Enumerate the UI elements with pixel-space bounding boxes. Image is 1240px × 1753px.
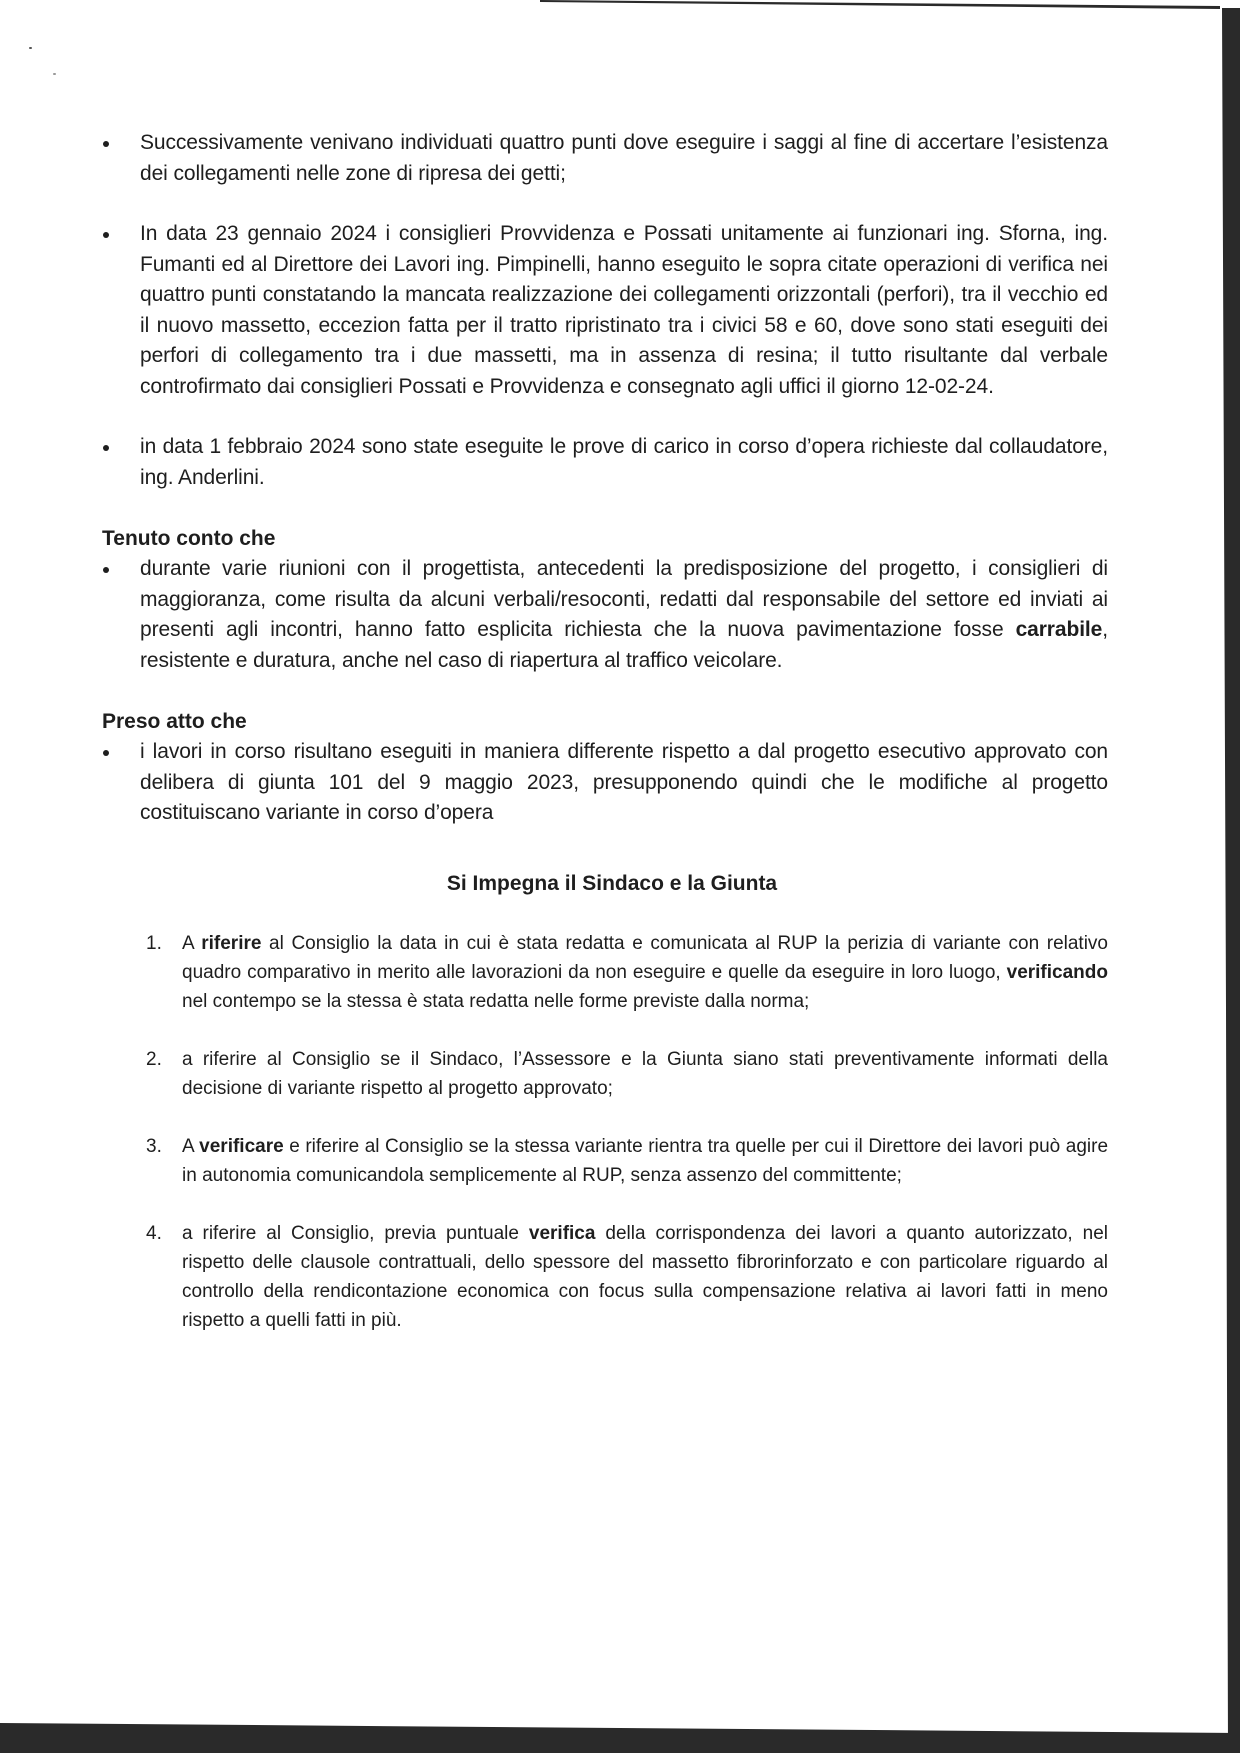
paragraph-text: in data 1 febbraio 2024 sono state eseguite le prove di carico in corso d’opera richieste dal collaudatore, ing. Anderlini. — [140, 435, 1108, 489]
paragraph-text: , resistente e duratura, anche nel caso di riapertura al traffico veicolare. — [140, 618, 1108, 672]
scan-edge-right — [1220, 8, 1240, 1753]
bold-term: carrabile — [1015, 618, 1103, 641]
scan-speck — [53, 73, 56, 75]
document-page — [102, 128, 1108, 1364]
bold-term: verificando — [1006, 961, 1108, 983]
commitment-list — [102, 929, 1108, 1335]
commitment-item — [146, 929, 1108, 1016]
paragraph-text: durante varie riunioni con il progettista, antecedenti la predisposizione del progetto, i consiglieri di maggioranza, come risulta da alcuni verbali/resoconti, redatti dal responsabile del settore ed inviati ai presenti agli incontri, hanno fatto esplicita richiesta che la nuova pavimentazione fosse — [140, 557, 1108, 641]
bold-term: riferire — [201, 932, 262, 954]
bullet-paragraph — [102, 128, 1108, 189]
paragraph-text: i lavori in corso risultano eseguiti in maniera differente rispetto a dal progetto esecutivo approvato con delibera di giunta 101 del 9 maggio 2023, presupponendo quindi che le modifiche al progetto costituiscano variante in corso d’opera — [140, 740, 1108, 824]
bullet-paragraph — [102, 432, 1108, 493]
item-number: 4. — [146, 1222, 162, 1244]
item-text: della corrispondenza dei lavori a quanto autorizzato, nel rispetto delle clausole contrattuali, dello spessore del massetto fibrorinforzato e con particolare riguardo al controllo della rendicontazione economica con focus sulla compensazione relativa ai lavori fatti in meno rispetto a quelli fatti in più. — [182, 1222, 1108, 1331]
bullet-icon — [103, 232, 109, 238]
bullet-icon — [103, 445, 109, 451]
bold-term: verifica — [528, 1222, 596, 1244]
bullet-paragraph — [102, 219, 1108, 402]
bullet-paragraph — [102, 737, 1108, 829]
item-text: a riferire al Consiglio se il Sindaco, l’Assessore e la Giunta siano stati preventivamente informati della decisione di variante rispetto al progetto approvato; — [182, 1048, 1108, 1099]
commitment-item — [146, 1132, 1108, 1190]
scan-edge-bottom — [0, 1717, 1240, 1753]
scan-edge-top — [540, 0, 1220, 10]
commitment-item — [146, 1045, 1108, 1103]
bold-term: verificare — [199, 1135, 284, 1157]
paragraph-text: Successivamente venivano individuati quattro punti dove eseguire i saggi al fine di accertare l’esistenza dei collegamenti nelle zone di ripresa dei getti; — [140, 131, 1108, 185]
section-heading-preso: Preso atto che — [102, 710, 247, 733]
item-text: e riferire al Consiglio se la stessa variante rientra tra quelle per cui il Direttore dei lavori può agire in autonomia comunicandola semplicemente al RUP, senza assenzo del committente; — [182, 1135, 1109, 1186]
commitment-item — [146, 1219, 1108, 1335]
item-number: 2. — [146, 1048, 162, 1070]
item-number: 3. — [146, 1135, 162, 1157]
bullet-icon — [103, 567, 109, 573]
item-text: A — [182, 1135, 200, 1157]
bullet-icon — [103, 141, 109, 147]
bullet-paragraph — [102, 554, 1108, 676]
scan-speck — [29, 47, 32, 49]
item-text: nel contempo se la stessa è stata redatta nelle forme previste dalla norma; — [182, 990, 810, 1012]
bullet-icon — [103, 750, 109, 756]
section-heading-tenuto: Tenuto conto che — [102, 527, 276, 550]
item-text: a riferire al Consiglio, previa puntuale — [182, 1222, 529, 1244]
item-number: 1. — [146, 932, 162, 954]
item-text: A — [182, 932, 202, 954]
item-text: al Consiglio la data in cui è stata redatta e comunicata al RUP la perizia di variante con relativo quadro comparativo in merito alle lavorazioni da non eseguire e quelle da eseguire in loro luogo, — [182, 932, 1108, 983]
commitment-heading: Si Impegna il Sindaco e la Giunta — [446, 871, 778, 895]
paragraph-text: In data 23 gennaio 2024 i consiglieri Provvidenza e Possati unitamente ai funzionari ing. Sforna, ing. Fumanti ed al Direttore dei Lavori ing. Pimpinelli, hanno eseguito le sopra citate operazioni di verifica nei quattro punti constatando la mancata realizzazione dei collegamenti orizzontali (perfori), tra il vecchio ed il nuovo massetto, eccezion fatta per il tratto ripristinato tra i civici 58 e 60, dove sono stati eseguiti dei perfori di collegamento tra i due massetti, ma in assenza di resina; il tutto risultante dal verbale controfirmato dai consiglieri Possati e Provvidenza e consegnato agli uffici il giorno 12-02-24. — [140, 222, 1108, 398]
